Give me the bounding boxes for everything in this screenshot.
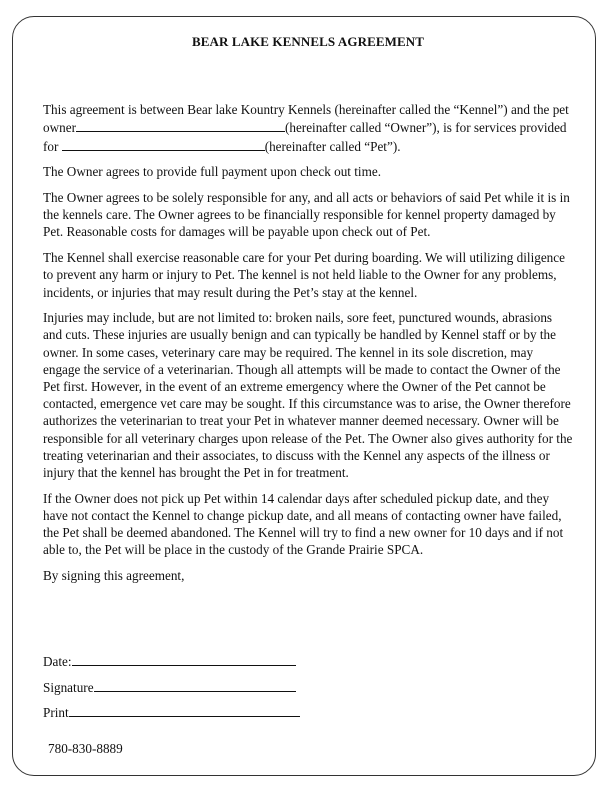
signing-paragraph: By signing this agreement, bbox=[43, 568, 185, 584]
pet-name-blank[interactable] bbox=[62, 137, 265, 151]
print-label: Print bbox=[43, 705, 69, 720]
intro-text-1: This agreement is between Bear lake Kountry Kennels (hereinafter called the “Kennel”) and the pet owner bbox=[43, 102, 569, 136]
document-title: BEAR LAKE KENNELS AGREEMENT bbox=[191, 34, 425, 49]
owner-name-blank[interactable] bbox=[76, 118, 285, 132]
injuries-paragraph: Injuries may include, but are not limited to: broken nails, sore feet, punctured wounds, abrasions and cuts. These injuries are usually benign and can typically be handled by Kennel staff or by the owner. In some cases, veterinary care may be required. The kennel in its sole discretion, may engage the service of a veterinarian. Though all attempts will be made to contact the Owner of the Pet first. However, in the event of an extreme emergency where the Owner of the Pet cannot be contacted, emergence vet care may be sought. If this circumstance was to arise, the Owner therefore authorizes the veterinarian to treat your Pet in whatever manner deemed necessary. Owner will be responsible for all veterinary charges upon release of the Pet. The Owner also gives authority for the treating veterinarian and their associates, to discuss with the Kennel any aspects of the illness or injury that the kennel has brought the Pet in for treatment. bbox=[43, 310, 573, 481]
agreement-body bbox=[43, 33, 573, 593]
signature-field[interactable] bbox=[94, 679, 296, 692]
date-label: Date: bbox=[43, 654, 72, 669]
phone-number: 780-830-8889 bbox=[48, 741, 123, 756]
intro-text-2: (hereinafter called “Owner”), is for services provided for bbox=[43, 120, 567, 154]
intro-text-3: (hereinafter called “Pet”). bbox=[264, 138, 401, 154]
signature-line bbox=[43, 679, 300, 705]
print-name-field[interactable] bbox=[69, 704, 300, 717]
date-field[interactable] bbox=[72, 653, 296, 666]
print-line bbox=[43, 704, 300, 730]
payment-paragraph: The Owner agrees to provide full payment upon check out time. bbox=[43, 164, 382, 180]
abandonment-paragraph: If the Owner does not pick up Pet within 14 calendar days after scheduled pickup date, and they have not contact the Kennel to change pickup date, and all means of contacting owner have failed, the Pet shall be deemed abandoned. The Kennel will try to find a new owner for 10 days and if not able to, the Pet will be place in the custody of the Grande Prairie SPCA. bbox=[43, 490, 564, 558]
intro-paragraph bbox=[43, 101, 573, 155]
signature-block bbox=[43, 653, 300, 730]
care-paragraph: The Kennel shall exercise reasonable care for your Pet during boarding. We will utilizing diligence to prevent any harm or injury to Pet. The kennel is not held liable to the Owner for any problems, incidents, or injuries that may result during the Pet’s stay at the kennel. bbox=[43, 250, 565, 300]
date-line bbox=[43, 653, 300, 679]
signature-label: Signature bbox=[43, 679, 94, 695]
responsibility-paragraph: The Owner agrees to be solely responsible for any, and all acts or behaviors of said Pet while it is in the kennels care. The Owner agrees to be financially responsible for kennel property damaged by Pet. Reasonable costs for damages will be payable upon check out of Pet. bbox=[43, 190, 570, 240]
